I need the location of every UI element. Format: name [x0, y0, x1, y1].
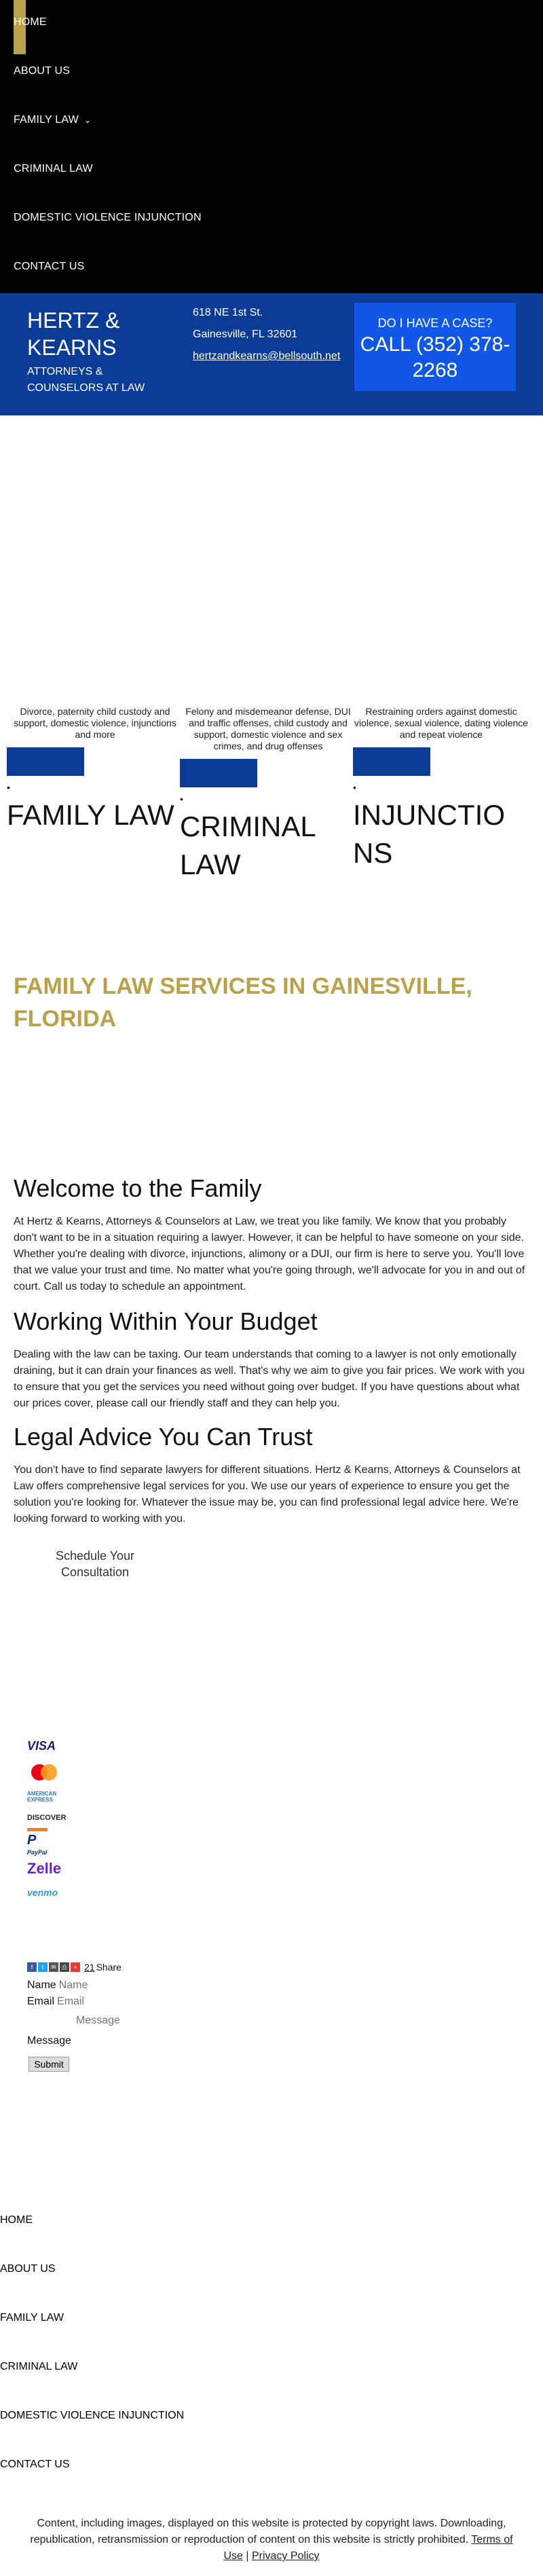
section-heading: Working Within Your Budget: [14, 1307, 318, 1335]
footer-nav-home[interactable]: HOME: [0, 2214, 33, 2226]
message-label-row: [27, 2035, 71, 2047]
nav-item-family-law-label: FAMILY LAW: [14, 114, 79, 126]
service-description: Felony and misdemeanor defense, DUI and traffic offenses, child custody and support, domestic violence and sex crimes, and drug offenses: [185, 706, 351, 751]
message-row: [75, 2013, 224, 2032]
share-bar: [27, 1962, 121, 1973]
copyright-text: Content, including images, displayed on this website is protected by copyright laws. Downloading, republication, retransmission or reproduction of content on this website is strictly prohibited.: [30, 2518, 506, 2545]
name-label: Name: [27, 1979, 56, 1991]
service-description: Divorce, paternity child custody and support, domestic violence, injunctions and more: [14, 706, 176, 740]
footer-nav-contact-us[interactable]: CONTACT US: [0, 2459, 70, 2470]
cta-phone: CALL (352) 378-2268: [360, 333, 510, 381]
schedule-consultation-link[interactable]: Schedule Your Consultation: [55, 1549, 135, 1579]
section-heading: Legal Advice You Can Trust: [14, 1423, 313, 1451]
footer-separator: |: [246, 2550, 249, 2562]
footer-nav-family-law[interactable]: FAMILY LAW: [0, 2312, 64, 2323]
header-band: [0, 293, 543, 415]
address-line-2: Gainesville, FL 32601: [193, 329, 298, 340]
american-express-icon: AMERICAN EXPRESS: [27, 1791, 57, 1803]
service-description: Restraining orders against domestic violence, sexual violence, dating violence and repeat violence: [354, 706, 529, 740]
service-family-law: [7, 706, 183, 834]
section-body: Dealing with the law can be taxing. Our team understands that coming to a lawyer is not only emotionally draining, but it can drain your finances as well. That's why we aim to give you fair prices. We work with you to ensure that you get the services you need without going over budget. If you have questions about what our prices cover, please call our friendly staff and they can help you.: [14, 1349, 525, 1409]
nav-item-domestic-violence-injunction[interactable]: DOMESTIC VIOLENCE INJUNCTION: [14, 212, 202, 223]
service-button[interactable]: [7, 747, 84, 776]
email-label: Email: [27, 1996, 55, 2007]
service-title: FAMILY LAW: [7, 799, 174, 831]
privacy-policy-link[interactable]: Privacy Policy: [251, 2550, 320, 2562]
email-share-icon[interactable]: ✉: [49, 1962, 58, 1972]
bullet: •: [180, 794, 183, 804]
service-title: CRIMINAL LAW: [180, 810, 316, 880]
bullet: •: [353, 782, 356, 793]
terms-of-use-link[interactable]: Terms of Use: [223, 2534, 513, 2562]
zelle-icon: Zelle: [27, 1860, 62, 1877]
section-body: At Hertz & Kearns, Attorneys & Counselors at Law, we treat you like family. We know that you probably don't want to be in a situation requiring a lawyer. However, it can be helpful to have someone on your side. Whether you're dealing with divorce, injunctions, alimony or a DUI, our firm is here to serve you. You'll love that we value your trust and time. No matter what you're going through, we'll advocate for you in and out of court. Call us today to schedule an appointment.: [14, 1216, 525, 1292]
visa-icon: VISA: [27, 1739, 56, 1753]
service-injunctions: [353, 706, 529, 872]
email-link[interactable]: hertzandkearns@bellsouth.net: [193, 350, 341, 362]
cta-question: DO I HAVE A CASE?: [377, 316, 493, 330]
nav-item-family-law[interactable]: [14, 114, 91, 126]
print-icon[interactable]: ⎙: [60, 1962, 69, 1972]
discover-icon: DISCOVER: [27, 1814, 67, 1822]
twitter-icon[interactable]: t: [38, 1962, 48, 1972]
copyright-notice: [27, 2516, 516, 2564]
paypal-glyph-icon: P: [27, 1833, 37, 1848]
message-label: Message: [27, 2035, 71, 2047]
venmo-icon: venmo: [27, 1887, 58, 1898]
share-count: 21: [84, 1962, 95, 1973]
firm-name[interactable]: HERTZ & KEARNS: [27, 308, 120, 360]
chevron-down-icon: ⌄: [83, 115, 92, 125]
name-row: [27, 1979, 179, 1992]
paypal-icon: PayPal: [27, 1849, 48, 1856]
nav-item-home[interactable]: HOME: [14, 16, 47, 28]
bullet: •: [7, 782, 10, 793]
call-to-action-button[interactable]: [354, 303, 516, 391]
service-title: INJUNCTIONS: [353, 799, 505, 869]
page-title: FAMILY LAW SERVICES IN GAINESVILLE, FLORIDA: [14, 973, 472, 1032]
section-welcome: [14, 1173, 529, 1295]
nav-item-contact-us[interactable]: CONTACT US: [14, 261, 85, 272]
section-body: You don't have to find separate lawyers for different situations. Hertz & Kearns, Attorneys & Counselors at Law offers comprehensive legal services for you. We use our years of experience to ensure you get the solution you're looking for. Whatever the issue may be, you can find professional legal advice here. We're looking forward to working with you.: [14, 1464, 521, 1525]
nav-item-criminal-law[interactable]: CRIMINAL LAW: [14, 163, 93, 174]
address-line-1: 618 NE 1st St.: [193, 307, 263, 318]
firm-subtitle: ATTORNEYS & COUNSELORS AT LAW: [27, 366, 145, 394]
service-button[interactable]: [353, 747, 430, 776]
section-heading: Welcome to the Family: [14, 1174, 262, 1202]
message-input[interactable]: [75, 2013, 224, 2032]
footer-nav-about-us[interactable]: ABOUT US: [0, 2263, 56, 2275]
email-row: [27, 1996, 176, 2008]
share-label[interactable]: Share: [96, 1962, 121, 1973]
email-input[interactable]: [54, 1996, 176, 2008]
section-advice: [14, 1421, 529, 1527]
mastercard-icon: [27, 1762, 61, 1786]
nav-item-about-us[interactable]: ABOUT US: [14, 65, 71, 77]
section-budget: [14, 1306, 529, 1412]
submit-button[interactable]: Submit: [29, 2057, 69, 2072]
service-button[interactable]: [180, 759, 257, 787]
top-navigation: [0, 0, 543, 293]
facebook-icon[interactable]: f: [27, 1962, 37, 1972]
footer-nav-criminal-law[interactable]: CRIMINAL LAW: [0, 2361, 78, 2372]
name-input[interactable]: [56, 1979, 179, 1992]
more-share-icon[interactable]: +: [71, 1962, 80, 1972]
service-criminal-law: [180, 706, 356, 884]
footer-nav-domestic-violence-injunction[interactable]: DOMESTIC VIOLENCE INJUNCTION: [0, 2410, 185, 2421]
